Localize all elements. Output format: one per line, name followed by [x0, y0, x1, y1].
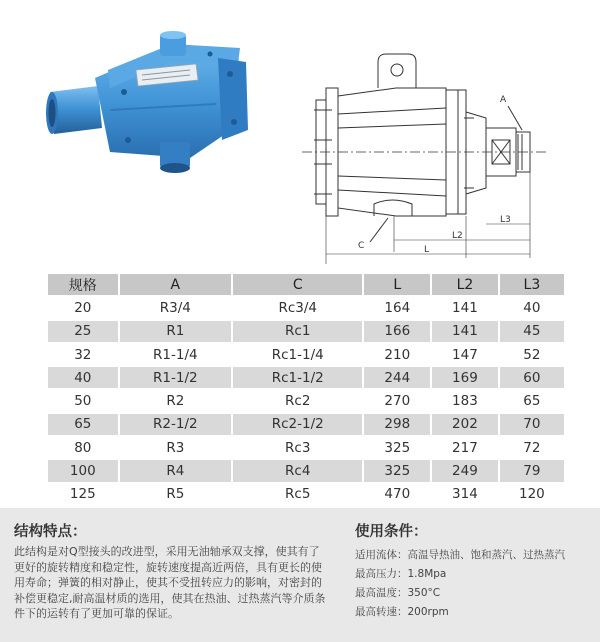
table-cell: R5 — [119, 483, 232, 506]
table-cell: 32 — [48, 343, 119, 366]
table-cell: 244 — [363, 366, 431, 389]
table-cell: 45 — [499, 320, 564, 343]
table-cell: R2-1/2 — [119, 413, 232, 436]
product-figure-area — [0, 0, 600, 270]
table-cell: 120 — [499, 483, 564, 506]
table-row — [48, 320, 564, 343]
table-cell: 20 — [48, 296, 119, 319]
table-cell: 217 — [431, 436, 499, 459]
table-cell: 270 — [363, 389, 431, 412]
label-a: A — [500, 95, 507, 105]
table-cell: Rc1-1/2 — [232, 366, 363, 389]
table-cell: 141 — [431, 296, 499, 319]
table-cell: 80 — [48, 436, 119, 459]
table-cell: 164 — [363, 296, 431, 319]
table-cell: R3/4 — [119, 296, 232, 319]
condition-label: 最高温度： — [355, 587, 408, 599]
table-row — [48, 413, 564, 436]
table-cell: Rc3/4 — [232, 296, 363, 319]
table-cell: 65 — [499, 389, 564, 412]
label-c: C — [358, 241, 365, 251]
header-cell: L3 — [499, 274, 564, 296]
info-panel — [0, 508, 600, 642]
table-cell: 141 — [431, 320, 499, 343]
table-cell: 166 — [363, 320, 431, 343]
table-cell: 325 — [363, 436, 431, 459]
conditions-title: 使用条件： — [355, 524, 428, 540]
table-cell: 72 — [499, 436, 564, 459]
condition-value: 1.8Mpa — [407, 568, 447, 580]
table-cell: 147 — [431, 343, 499, 366]
condition-label: 最高压力： — [355, 568, 408, 580]
table-cell: Rc2 — [232, 389, 363, 412]
table-cell: 169 — [431, 366, 499, 389]
condition-value: 200rpm — [407, 606, 449, 618]
table-cell: R1-1/4 — [119, 343, 232, 366]
table-cell: 50 — [48, 389, 119, 412]
table-cell: Rc4 — [232, 459, 363, 482]
table-row — [48, 366, 564, 389]
table-row — [48, 296, 564, 319]
table-cell: 249 — [431, 459, 499, 482]
condition-value: 高温导热油、饱和蒸汽、过热蒸汽 — [407, 549, 565, 561]
table-cell: R1 — [119, 320, 232, 343]
table-cell: 125 — [48, 483, 119, 506]
table-row — [48, 483, 564, 506]
label-l2: L2 — [452, 231, 463, 241]
table-cell: 210 — [363, 343, 431, 366]
table-cell: R1-1/2 — [119, 366, 232, 389]
condition-value: 350°C — [407, 587, 441, 599]
table-cell: 52 — [499, 343, 564, 366]
table-cell: 40 — [499, 296, 564, 319]
table-row — [48, 343, 564, 366]
table-cell: Rc5 — [232, 483, 363, 506]
features-title: 结构特点： — [14, 524, 87, 540]
technical-drawing — [296, 48, 586, 270]
table-cell: Rc1-1/4 — [232, 343, 363, 366]
condition-speed — [355, 603, 565, 622]
condition-pressure — [355, 565, 565, 584]
spec-table — [48, 274, 564, 507]
table-cell: 470 — [363, 483, 431, 506]
condition-fluid — [355, 546, 565, 565]
table-cell: 298 — [363, 413, 431, 436]
table-cell: 40 — [48, 366, 119, 389]
table-cell: 325 — [363, 459, 431, 482]
rotary-joint-photo — [40, 30, 260, 180]
table-cell: Rc3 — [232, 436, 363, 459]
table-cell: R4 — [119, 459, 232, 482]
table-cell: 79 — [499, 459, 564, 482]
table-row — [48, 459, 564, 482]
table-cell: 60 — [499, 366, 564, 389]
table-cell: 70 — [499, 413, 564, 436]
table-cell: 202 — [431, 413, 499, 436]
conditions-list — [355, 546, 565, 622]
table-header-row — [48, 274, 564, 296]
header-cell: C — [232, 274, 363, 296]
table-cell: Rc2-1/2 — [232, 413, 363, 436]
table-cell: 100 — [48, 459, 119, 482]
table-cell: 25 — [48, 320, 119, 343]
label-l3: L3 — [500, 215, 511, 225]
table-cell: 314 — [431, 483, 499, 506]
table-row — [48, 436, 564, 459]
table-cell: Rc1 — [232, 320, 363, 343]
table-body — [48, 296, 564, 506]
condition-label: 适用流体： — [355, 549, 408, 561]
features-text: 此结构是对Q型接头的改进型，采用无油轴承双支撑，使其有了更好的旋转精度和稳定性，旋转速度提高近两倍，具有更长的使用寿命；弹簧的相对静止，使其不受扭转应力的影响，对密封的补偿更稳定,耐高温材质的选用，使其在热油、过热蒸汽等介质条件下的运转有了更加可靠的保证。 — [14, 545, 326, 620]
table-row — [48, 389, 564, 412]
header-cell: A — [119, 274, 232, 296]
table-cell: R3 — [119, 436, 232, 459]
table-cell: R2 — [119, 389, 232, 412]
label-l: L — [424, 245, 430, 255]
condition-temperature — [355, 584, 565, 603]
header-cell: 规格 — [48, 274, 119, 296]
table-cell: 65 — [48, 413, 119, 436]
header-cell: L2 — [431, 274, 499, 296]
table-cell: 183 — [431, 389, 499, 412]
header-cell: L — [363, 274, 431, 296]
condition-label: 最高转速： — [355, 606, 408, 618]
